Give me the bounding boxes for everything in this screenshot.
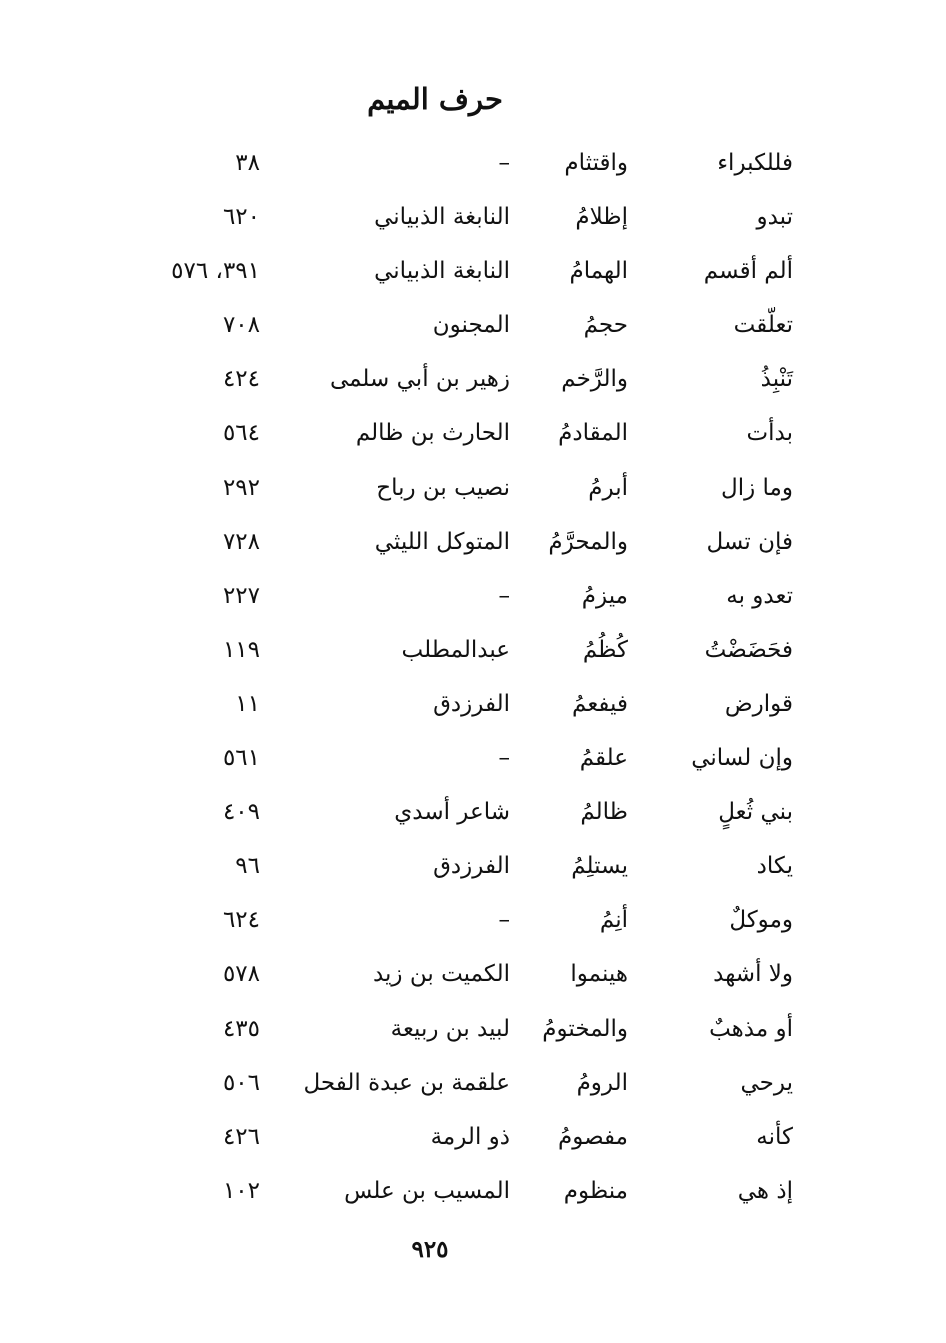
- table-row: [0, 733, 946, 787]
- page-reference: ٧٠٨: [222, 312, 260, 339]
- verse-opening: تعدو به: [726, 582, 793, 609]
- verse-opening: يرحي: [740, 1069, 793, 1096]
- page-reference: ٥٦٤: [222, 420, 260, 447]
- poet-name: النابغة الذبياني: [374, 258, 510, 285]
- rhyme-word: ظالمُ: [580, 799, 628, 826]
- verse-opening: يكاد: [756, 853, 793, 880]
- verse-opening: بدأت: [746, 420, 793, 447]
- poet-name: الكميت بن زيد: [372, 961, 510, 988]
- poet-name: –: [498, 150, 510, 176]
- page-reference: ٦٢٤: [222, 907, 260, 934]
- poet-name: الفرزدق: [433, 690, 510, 717]
- rhyme-word: إظلامُ: [575, 204, 628, 231]
- poet-name: علقمة بن عبدة الفحل: [303, 1069, 510, 1096]
- poet-name: النابغة الذبياني: [374, 204, 510, 231]
- page-title: حرف الميم: [367, 82, 503, 116]
- rhyme-word: علقمُ: [579, 745, 628, 772]
- rhyme-word: يستلِمُ: [571, 853, 628, 880]
- rhyme-word: أبرمُ: [588, 474, 628, 501]
- verse-opening: ولا أشهد: [713, 961, 793, 988]
- rhyme-word: مفصومُ: [557, 1123, 628, 1150]
- table-row: [0, 408, 946, 462]
- poet-name: المسيب بن علس: [344, 1177, 510, 1204]
- rhyme-word: والمختومُ: [542, 1015, 628, 1042]
- rhyme-word: والمحرَّمُ: [548, 528, 628, 555]
- page-reference: ٩٦: [235, 853, 260, 880]
- verse-opening: ألم أقسم: [703, 258, 793, 285]
- rhyme-word: واقتثام: [564, 150, 628, 176]
- page-reference: ٥٧٨: [222, 961, 260, 988]
- page-reference: ٥٦١: [222, 745, 260, 772]
- verse-opening: وإن لساني: [691, 745, 793, 772]
- poet-name: الحارث بن ظالم: [355, 420, 510, 447]
- rhyme-word: حجمُ: [583, 312, 628, 339]
- page-reference: ١٠٢: [222, 1177, 260, 1204]
- poet-name: ذو الرمة: [430, 1123, 510, 1150]
- table-row: [0, 517, 946, 571]
- verse-opening: فللكبراء: [717, 150, 793, 176]
- page-reference: ٥٠٦: [222, 1069, 260, 1096]
- page-reference: ٢٩٢: [222, 474, 260, 501]
- poet-name: –: [498, 745, 510, 772]
- rhyme-word: هينموا: [570, 961, 628, 988]
- table-row: [0, 1112, 946, 1166]
- poet-name: –: [498, 582, 510, 609]
- verse-opening: قوارض: [724, 690, 793, 717]
- poet-name: –: [498, 907, 510, 934]
- poet-name: الفرزدق: [433, 853, 510, 880]
- rhyme-word: كُظُمُ: [582, 636, 628, 663]
- page-reference: ٤٢٤: [222, 366, 260, 393]
- poet-name: لبيد بن ربيعة: [390, 1015, 510, 1042]
- verse-opening: كأنه: [756, 1123, 793, 1150]
- page-reference: ١١: [235, 690, 260, 717]
- table-row: [0, 895, 946, 949]
- table-row: [0, 138, 946, 192]
- verse-opening: وموكلٌ: [729, 907, 793, 934]
- table-row: [0, 841, 946, 895]
- table-row: [0, 300, 946, 354]
- page-reference: ٤٣٥: [222, 1015, 260, 1042]
- rhyme-word: الهمامُ: [569, 258, 628, 285]
- page-number: ٩٢٥: [411, 1236, 449, 1263]
- verse-opening: بني ثُعلٍ: [718, 799, 793, 826]
- table-row: [0, 1004, 946, 1058]
- rhyme-word: أنِمُ: [599, 907, 628, 934]
- page-reference: ٧٢٨: [222, 528, 260, 555]
- table-row: [0, 463, 946, 517]
- verse-index-table: [0, 138, 946, 1220]
- page-reference: ٢٢٧: [222, 582, 260, 609]
- verse-opening: إذ هي: [737, 1177, 793, 1204]
- verse-opening: فإن تسل: [706, 528, 793, 555]
- page-reference: ٦٢٠: [222, 204, 260, 231]
- verse-opening: تبدو: [756, 204, 793, 231]
- poet-name: شاعر أسدي: [394, 799, 510, 826]
- page-reference: ١١٩: [222, 636, 260, 663]
- table-row: [0, 949, 946, 1003]
- rhyme-word: الرومُ: [576, 1069, 628, 1096]
- verse-opening: أو مذهبٌ: [709, 1015, 793, 1042]
- verse-opening: تعلّقت: [733, 312, 793, 339]
- rhyme-word: المقادمُ: [558, 420, 628, 447]
- poet-name: المتوكل الليثي: [374, 528, 510, 555]
- table-row: [0, 354, 946, 408]
- rhyme-word: فيفعمُ: [572, 690, 628, 717]
- poet-name: المجنون: [432, 312, 510, 339]
- table-row: [0, 192, 946, 246]
- table-row: [0, 571, 946, 625]
- poet-name: نصيب بن رباح: [376, 474, 510, 501]
- rhyme-word: ميزمُ: [581, 582, 628, 609]
- poet-name: زهير بن أبي سلمى: [329, 366, 510, 393]
- page-reference: ٤٠٩: [222, 799, 260, 826]
- verse-opening: تَنْبِذُ: [760, 366, 793, 393]
- rhyme-word: والرَّخم: [561, 366, 628, 393]
- page-reference: ٣٨: [235, 150, 260, 176]
- table-row: [0, 1058, 946, 1112]
- poet-name: عبدالمطلب: [401, 636, 510, 663]
- table-row: [0, 787, 946, 841]
- rhyme-word: منظوم: [563, 1177, 628, 1204]
- page-reference: ٣٩١، ٥٧٦: [171, 258, 260, 285]
- table-row: [0, 1166, 946, 1220]
- table-row: [0, 625, 946, 679]
- table-row: [0, 679, 946, 733]
- verse-opening: فحَضَضْتُ: [704, 636, 793, 663]
- verse-opening: وما زال: [721, 474, 793, 501]
- page-reference: ٤٢٦: [222, 1123, 260, 1150]
- table-row: [0, 246, 946, 300]
